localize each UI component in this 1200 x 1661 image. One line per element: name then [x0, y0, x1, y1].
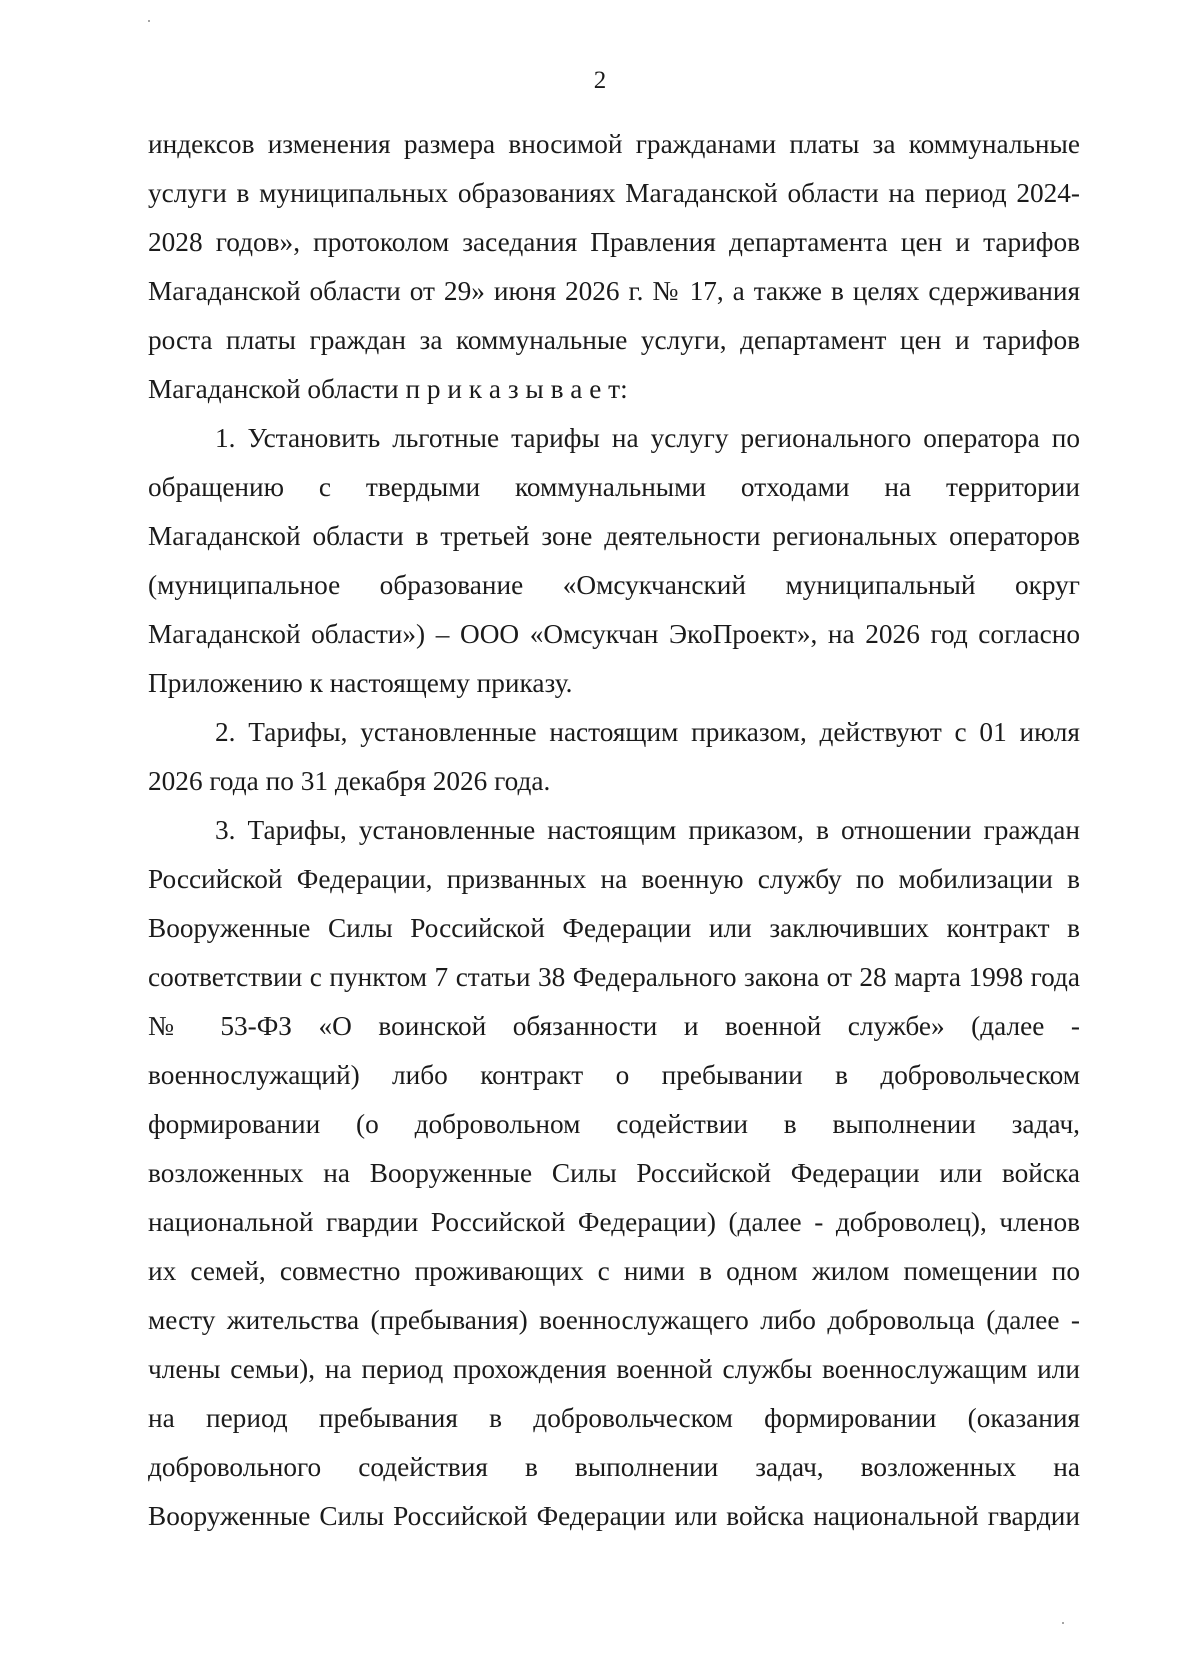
scan-speck: [148, 20, 150, 22]
text-line: члены семьи), на период прохождения военной службы военнослужащим или: [148, 1354, 1080, 1384]
text-line: формировании (о добровольном содействии в выполнении задач,: [148, 1109, 1080, 1139]
text-line: Магаданской области от 29» июня 2026 г. № 17, а также в целях сдерживания: [148, 276, 1080, 306]
text-line: № 53-ФЗ «О воинской обязанности и военной службе» (далее -: [148, 1011, 1080, 1041]
text-line: (муниципальное образование «Омсукчанский муниципальный округ: [148, 570, 1080, 600]
text-line: Российской Федерации, призванных на военную службу по мобилизации в: [148, 864, 1080, 894]
text-line: услуги в муниципальных образованиях Магаданской области на период 2024-: [148, 178, 1080, 208]
text-line: их семей, совместно проживающих с ними в одном жилом помещении по: [148, 1256, 1080, 1286]
text-line: Вооруженные Силы Российской Федерации или войска национальной гвардии: [148, 1501, 1080, 1531]
scan-speck: [1062, 1622, 1064, 1624]
text-line: 2026 года по 31 декабря 2026 года.: [148, 766, 551, 796]
text-line: Магаданской области») – ООО «Омсукчан ЭкоПроект», на 2026 год согласно: [148, 619, 1080, 649]
text-line: Приложению к настоящему приказу.: [148, 668, 573, 698]
text-line: добровольного содействия в выполнении задач, возложенных на: [148, 1452, 1080, 1482]
text-line: соответствии с пунктом 7 статьи 38 Федерального закона от 28 марта 1998 года: [148, 962, 1080, 992]
page-number: 2: [593, 67, 607, 94]
text-line: Магаданской области п р и к а з ы в а е т:: [148, 374, 628, 404]
text-line: на период пребывания в добровольческом формировании (оказания: [148, 1403, 1080, 1433]
text-line: 2028 годов», протоколом заседания Правления департамента цен и тарифов: [148, 227, 1080, 257]
text-line: Магаданской области в третьей зоне деятельности региональных операторов: [148, 521, 1080, 551]
text-line: 3. Тарифы, установленные настоящим приказом, в отношении граждан: [215, 815, 1080, 845]
text-line: роста платы граждан за коммунальные услуги, департамент цен и тарифов: [148, 325, 1080, 355]
text-line: 2. Тарифы, установленные настоящим приказом, действуют с 01 июля: [215, 717, 1080, 747]
text-line: военнослужащий) либо контракт о пребывании в добровольческом: [148, 1060, 1080, 1090]
text-line: Вооруженные Силы Российской Федерации или заключивших контракт в: [148, 913, 1080, 943]
text-line: месту жительства (пребывания) военнослужащего либо добровольца (далее -: [148, 1305, 1080, 1335]
text-line: 1. Установить льготные тарифы на услугу регионального оператора по: [215, 423, 1080, 453]
text-line: возложенных на Вооруженные Силы Российской Федерации или войска: [148, 1158, 1080, 1188]
document-body: [148, 120, 1080, 1541]
text-line: национальной гвардии Российской Федерации) (далее - доброволец), членов: [148, 1207, 1080, 1237]
text-line: индексов изменения размера вносимой гражданами платы за коммунальные: [148, 129, 1080, 159]
text-line: обращению с твердыми коммунальными отходами на территории: [148, 472, 1080, 502]
